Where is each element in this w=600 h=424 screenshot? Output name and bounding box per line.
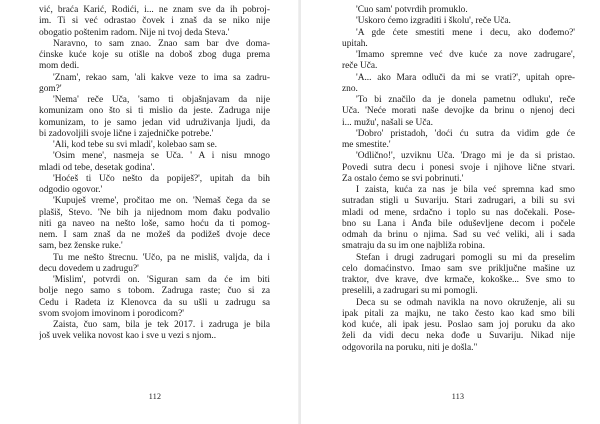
text-line: komunizam ono što si ti mislio da jeste. Zadruga nije <box>39 106 270 117</box>
text-line: 'Odlično!', uzviknu Uča. 'Drago mi je da si pristao. <box>356 151 575 162</box>
text-line: 'Kupuješ vreme', pročitao me on. 'Nemaš čega da se <box>53 196 270 207</box>
text-line: 'Ali, kod tebe su svi mladi', kolebao sam se. <box>53 140 218 150</box>
text-line: svom svojom imovinom i porodicom?' <box>39 308 184 319</box>
text-line: Zaista, čuo sam, bila je tek 2017. i zadruga je bila <box>53 320 270 330</box>
text-line: ćinske kuće koje su otišle na doboš zbog duga prema <box>39 50 270 60</box>
text-line: bolje nego samo s tobom. Zadruga raste; čuo si za <box>39 286 270 297</box>
text-line: mladi od tebe, desetak godina'. <box>39 162 155 173</box>
text-line: 'Mislim', potvrdi on. 'Siguran sam da će im biti <box>53 275 270 285</box>
text-line: kod kuće, ali ipak jesu. Poslao sam joj poruku da ako <box>342 320 575 330</box>
text-line: Za ostalo ćemo se svi pobrinuti.' <box>342 173 464 184</box>
text-line: Povedi sutra decu i ponesi svoje i njihove lične stvari. <box>342 162 575 173</box>
text-line: Stefan i drugi zadrugari pomogli su mi da preselim <box>356 252 575 263</box>
text-line: 'To bi značilo da je donela pametnu odluku', reče <box>356 95 575 105</box>
text-line: vić, braća Karić, Rodići, i... ne znam sve da ih pobroj- <box>39 5 270 15</box>
text-line: odmah da brinu o njima. Sad su već veliki, ali i sada <box>342 230 575 240</box>
right-page-number: 113 <box>451 392 465 401</box>
right-page <box>301 0 600 424</box>
text-line: 'Dobro' pristadoh, 'doći ću sutra da vidim gde će <box>356 128 575 139</box>
text-line: odgodio ogovor.' <box>39 185 103 195</box>
text-line: niti ga naveo na nešto loše, samo hoću da ti pomog- <box>39 218 270 229</box>
text-line: smatraju da su im one najbliža robina. <box>342 241 485 252</box>
text-line: 'Znam', rekao sam, 'ali kakve veze to ima sa zadru- <box>53 72 270 83</box>
text-line: celo domaćinstvo. Imao sam sve priključne mašine uz <box>342 263 575 274</box>
text-line: me smestite.' <box>342 140 391 150</box>
text-line: odgovorila na poruku, niti je došla." <box>342 342 478 353</box>
text-line: 'Osim mene', nasmeja se Uča. ' A i nisu mnogo <box>53 151 270 162</box>
text-line: želi da vidi decu neka dođe u Suvariju. Nikad nije <box>342 331 575 342</box>
left-page-text <box>39 5 270 343</box>
text-line: mom dedi. <box>39 61 80 72</box>
text-line: Čedu i Radeta iz Klenovca da su ušli u zadrugu sa <box>39 297 270 308</box>
left-page <box>0 0 299 424</box>
text-line: im. Ti si već odrastao čovek i znaš da se niko nije <box>39 16 270 27</box>
text-line: plašiš, Stevo. 'Ne bih ja nijednom mom đaku podvalio <box>39 207 270 218</box>
text-line: gom?' <box>39 83 62 94</box>
text-line: upitah. <box>342 38 368 49</box>
text-line: 'Uskoro ćemo izgraditi i školu', reče Uča. <box>356 16 511 27</box>
text-line: Deca su se odmah navikla na novo okruženje, ali su <box>356 297 575 308</box>
text-line: 'Hoćeš ti Učo nešto da popiješ?', upitah da bih <box>53 173 270 184</box>
text-line: traktor, dve krave, dve krmače, kokoške... Sve smo to <box>342 275 575 285</box>
text-line: preselili, a zadrugari su mi pomogli. <box>342 286 478 297</box>
text-line: decu dovedem u zadrugu?' <box>39 263 139 274</box>
text-line: 'Imamo spremne već dve kuće za nove zadrugare', <box>356 50 575 60</box>
text-line: reče Uča. <box>342 61 378 72</box>
text-line: I zaista, kuća za nas je bila već spremna kad smo <box>356 185 575 195</box>
text-line: mladi od mene, srdačno i toplo su nas dočekali. Pose- <box>342 207 575 218</box>
text-line: i... mužu', našali se Uča. <box>342 117 433 128</box>
text-line: sutradan stigli u Suvariju. Stari zadrugari, a bili su svi <box>342 196 575 207</box>
text-line: bno su Lana i Anđa bile oduševljene decom i počele <box>342 218 575 229</box>
text-line: Naravno, to sam znao. Znao sam bar dve doma- <box>53 38 270 49</box>
text-line: 'A... ako Mara odluči da mi se vrati?', upitah opre- <box>356 72 575 83</box>
text-line: 'Nema' reče Uča, 'samo ti objašnjavam da nije <box>53 95 270 105</box>
text-line: još uvek velika novost kao i sve u vezi s njom.. <box>39 331 217 342</box>
text-line: Uča. 'Neće morati naše devojke da brinu o njenoj deci <box>342 106 575 117</box>
text-line: bi zadovoljili svoje lične i zajedničke potrebe.' <box>39 128 214 139</box>
text-line: zno. <box>342 83 358 94</box>
text-line: komunizam, to je samo jedan vid udruživanja ljudi, da <box>39 117 270 128</box>
text-line: nem. I sam znaš da ne možeš da podižeš dvoje dece <box>39 230 270 240</box>
text-line: obogatio poštenim radom. Nije ni tvoj deda Steva.' <box>39 27 230 38</box>
text-line: 'A gde ćete smestiti mene i decu, ako dođemo?' <box>356 27 575 38</box>
right-page-text <box>342 5 575 354</box>
text-line: sam, bez ženske ruke.' <box>39 241 123 252</box>
left-page-number: 112 <box>148 392 162 401</box>
text-line: 'Čuo sam' potvrdih promuklo. <box>356 5 468 15</box>
text-line: Tu me nešto štrecnu. 'Učo, pa ne misliš, valjda, da i <box>53 252 270 263</box>
text-line: ipak pitali za majku, ne tako često kao kad smo bili <box>342 308 575 319</box>
